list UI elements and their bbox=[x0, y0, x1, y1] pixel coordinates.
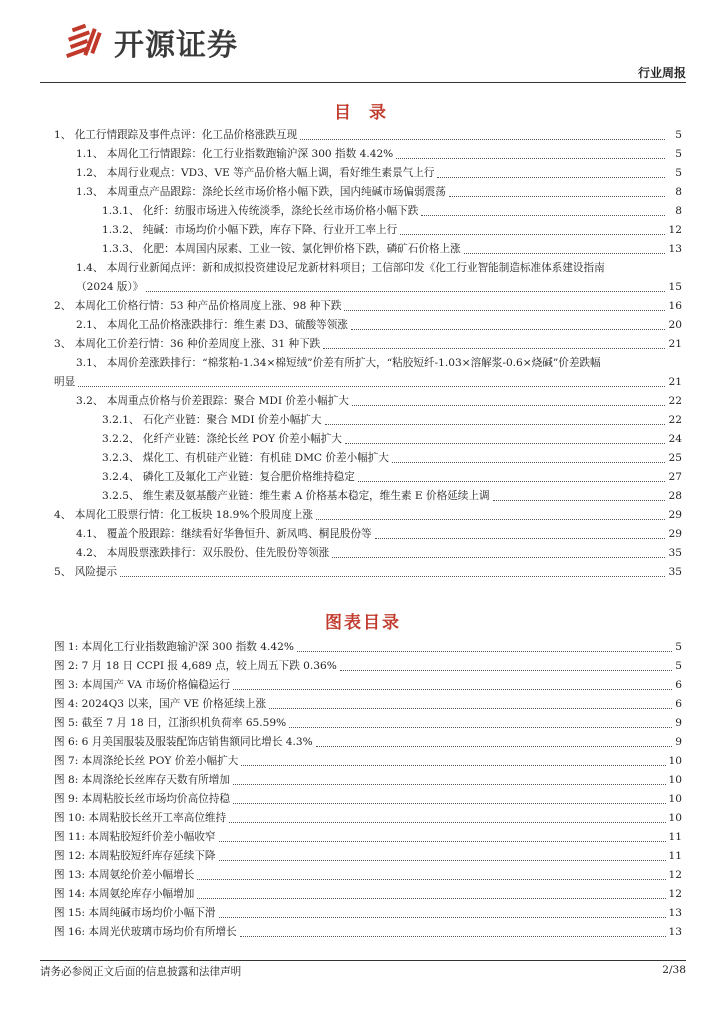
toc-entry-text: 4、 本周化工股票行情：化工板块 18.9%个股周度上涨 bbox=[54, 509, 314, 521]
toc-leader-dots bbox=[146, 291, 665, 292]
toc-entry-page: 5 bbox=[675, 129, 682, 141]
figure-entry[interactable] bbox=[54, 828, 682, 847]
toc-leader-dots bbox=[375, 538, 665, 539]
figure-leader-dots bbox=[269, 708, 672, 709]
figure-leader-dots bbox=[219, 917, 666, 918]
figure-entry[interactable] bbox=[54, 847, 682, 866]
toc-entry[interactable] bbox=[54, 544, 682, 563]
figure-leader-dots bbox=[233, 689, 672, 690]
figure-entry-page: 6 bbox=[675, 698, 682, 710]
figure-entry-page: 6 bbox=[675, 679, 682, 691]
toc-entry-text: 1.3.1、 化纤：纺服市场进入传统淡季，涤纶长丝市场价格小幅下跌 bbox=[102, 205, 419, 217]
toc-entry[interactable] bbox=[54, 506, 682, 525]
figure-entry-text: 图 15: 本周纯碱市场均价小幅下滑 bbox=[54, 907, 216, 919]
figure-leader-dots bbox=[241, 765, 665, 766]
toc-entry-page: 5 bbox=[675, 167, 682, 179]
toc-entry-page: 8 bbox=[675, 186, 682, 198]
toc-entry-text: 3.1、 本周价差涨跌排行：“棉浆粕-1.34×棉短绒”价差有所扩大，“粘胶短纤-1.03×溶解浆-0.6×烧碱”价差跌幅 bbox=[76, 357, 601, 369]
figure-entry-text: 图 7: 本周涤纶长丝 POY 价差小幅扩大 bbox=[54, 755, 239, 767]
toc-entry[interactable] bbox=[54, 392, 682, 411]
figure-entry-page: 10 bbox=[668, 793, 682, 805]
toc-entry-text: 1.3.2、 纯碱：市场均价小幅下跌，库存下降、行业开工率上行 bbox=[102, 224, 398, 236]
toc-entry-text: 3.2.2、 化纤产业链：涤纶长丝 POY 价差小幅扩大 bbox=[102, 433, 342, 445]
toc-leader-dots bbox=[351, 329, 665, 330]
toc-leader-dots bbox=[493, 500, 665, 501]
header-divider bbox=[40, 82, 686, 83]
toc-leader-dots bbox=[437, 177, 665, 178]
toc-entry[interactable] bbox=[54, 145, 682, 164]
toc-leader-dots bbox=[332, 557, 665, 558]
figure-leader-dots bbox=[340, 670, 672, 671]
toc-entry[interactable] bbox=[54, 430, 682, 449]
toc-entry[interactable] bbox=[54, 335, 682, 354]
toc-entry-text: 3.2.5、 维生素及氨基酸产业链：维生素 A 价格基本稳定，维生素 E 价格延续上调 bbox=[102, 490, 490, 502]
toc-entry-text: 1.1、 本周化工行情跟踪：化工行业指数跑输沪深 300 指数 4.42% bbox=[76, 148, 394, 160]
toc-leader-dots bbox=[464, 253, 665, 254]
toc-entry-page: 24 bbox=[668, 433, 682, 445]
toc-leader-dots bbox=[392, 462, 665, 463]
toc-entry[interactable] bbox=[54, 449, 682, 468]
figure-entry-page: 10 bbox=[668, 755, 682, 767]
toc-leader-dots bbox=[325, 424, 666, 425]
toc-entry-text: 3.2.3、 煤化工、有机硅产业链：有机硅 DMC 价差小幅扩大 bbox=[102, 452, 389, 464]
toc-entry-page: 27 bbox=[668, 471, 682, 483]
footer-disclaimer: 请务必参阅正文后面的信息披露和法律声明 bbox=[40, 966, 242, 978]
toc-entry[interactable] bbox=[54, 183, 682, 202]
toc-leader-dots bbox=[421, 215, 665, 216]
figure-leader-dots bbox=[219, 860, 666, 861]
toc-entry-page: 35 bbox=[668, 566, 682, 578]
toc-entry-page: 22 bbox=[668, 395, 682, 407]
figure-entry-page: 9 bbox=[675, 717, 682, 729]
figure-entry-page: 5 bbox=[675, 641, 682, 653]
toc-leader-dots bbox=[396, 158, 665, 159]
toc-entry[interactable] bbox=[54, 468, 682, 487]
figure-entry-page: 10 bbox=[668, 774, 682, 786]
figure-entry[interactable] bbox=[54, 904, 682, 923]
toc-entry-text: 4.2、 本周股票涨跌排行：双乐股份、佳先股份等领涨 bbox=[76, 547, 330, 559]
figure-entry-text: 图 14: 本周氨纶库存小幅增加 bbox=[54, 888, 195, 900]
figure-leader-dots bbox=[233, 803, 666, 804]
figure-leader-dots bbox=[240, 936, 666, 937]
toc-entry[interactable] bbox=[54, 297, 682, 316]
page-header bbox=[40, 14, 686, 80]
figure-entry-text: 图 10: 本周粘胶长丝开工率高位维持 bbox=[54, 812, 227, 824]
toc-entry[interactable] bbox=[54, 202, 682, 221]
toc-leader-dots bbox=[316, 519, 665, 520]
toc-leader-dots bbox=[300, 139, 665, 140]
toc-entry-text: 1、 化工行情跟踪及事件点评：化工品价格涨跌互现 bbox=[54, 129, 298, 141]
figure-entry[interactable] bbox=[54, 695, 682, 714]
figure-leader-dots bbox=[289, 727, 672, 728]
figure-entry-page: 10 bbox=[668, 812, 682, 824]
figure-toc-title: 图表目录 bbox=[325, 613, 401, 633]
toc-entry-page: 22 bbox=[668, 414, 682, 426]
figure-entry[interactable] bbox=[54, 657, 682, 676]
toc-leader-dots bbox=[345, 443, 665, 444]
figure-leader-dots bbox=[197, 898, 665, 899]
figure-entry-page: 11 bbox=[668, 850, 682, 862]
toc-entry-page: 8 bbox=[675, 205, 682, 217]
toc-entry[interactable] bbox=[54, 487, 682, 506]
figure-entry[interactable] bbox=[54, 866, 682, 885]
toc-entry-page: 25 bbox=[668, 452, 682, 464]
figure-entry[interactable] bbox=[54, 638, 682, 657]
toc-entry-text: 3.2、 本周重点价格与价差跟踪：聚合 MDI 价差小幅扩大 bbox=[76, 395, 349, 407]
figure-toc-list bbox=[54, 638, 682, 942]
figure-entry-text: 图 12: 本周粘胶短纤库存延续下降 bbox=[54, 850, 216, 862]
toc-entry[interactable] bbox=[54, 221, 682, 240]
figure-entry-page: 13 bbox=[668, 926, 682, 938]
toc-entry-text: 4.1、 覆盖个股跟踪：继续看好华鲁恒升、新凤鸣、桐昆股份等 bbox=[76, 528, 372, 540]
toc-entry-page: 12 bbox=[668, 224, 682, 236]
logo-mark-icon bbox=[64, 22, 106, 62]
toc-entry[interactable] bbox=[54, 164, 682, 183]
figure-entry[interactable] bbox=[54, 790, 682, 809]
toc-entry-text: 3.2.1、 石化产业链：聚合 MDI 价差小幅扩大 bbox=[102, 414, 322, 426]
figure-entry-text: 图 5: 截至 7 月 18 日，江浙织机负荷率 65.59% bbox=[54, 717, 287, 729]
toc-entry[interactable] bbox=[54, 259, 682, 278]
toc-entry-page: 15 bbox=[668, 281, 682, 293]
figure-entry[interactable] bbox=[54, 771, 682, 790]
toc-list bbox=[54, 126, 682, 582]
toc-entry[interactable] bbox=[54, 354, 682, 373]
toc-entry[interactable] bbox=[54, 563, 682, 582]
figure-entry-text: 图 9: 本周粘胶长丝市场均价高位持稳 bbox=[54, 793, 230, 805]
figure-entry-text: 图 3: 本周国产 VA 市场价格偏稳运行 bbox=[54, 679, 231, 691]
figure-entry-text: 图 16: 本周光伏玻璃市场均价有所增长 bbox=[54, 926, 237, 938]
figure-entry[interactable] bbox=[54, 809, 682, 828]
figure-entry-page: 12 bbox=[668, 869, 682, 881]
toc-entry-text: 1.4、 本周行业新闻点评：新和成拟投资建设尼龙新材料项目；工信部印发《化工行业智能制造标准体系建设指南 bbox=[76, 262, 605, 274]
figure-entry[interactable] bbox=[54, 923, 682, 942]
toc-leader-dots bbox=[120, 576, 665, 577]
toc-leader-dots bbox=[400, 234, 665, 235]
figure-leader-dots bbox=[219, 841, 666, 842]
figure-leader-dots bbox=[297, 651, 672, 652]
toc-entry-text: 1.3.3、 化肥：本周国内尿素、工业一铵、氯化钾价格下跌，磷矿石价格上涨 bbox=[102, 243, 461, 255]
toc-entry[interactable] bbox=[54, 278, 682, 297]
toc-entry-page: 5 bbox=[675, 148, 682, 160]
company-logo bbox=[64, 22, 304, 62]
figure-entry[interactable] bbox=[54, 676, 682, 695]
figure-entry-page: 13 bbox=[668, 907, 682, 919]
figure-entry-page: 12 bbox=[668, 888, 682, 900]
figure-leader-dots bbox=[316, 746, 673, 747]
toc-entry-page: 35 bbox=[668, 547, 682, 559]
toc-entry-page: 29 bbox=[668, 528, 682, 540]
figure-leader-dots bbox=[197, 879, 665, 880]
figure-entry-page: 5 bbox=[675, 660, 682, 672]
toc-leader-dots bbox=[449, 196, 665, 197]
toc-leader-dots bbox=[358, 481, 665, 482]
figure-leader-dots bbox=[233, 784, 666, 785]
toc-entry-text: 2、 本周化工价格行情：53 种产品价格周度上涨、98 种下跌 bbox=[54, 300, 342, 312]
toc-entry-page: 29 bbox=[668, 509, 682, 521]
toc-entry[interactable] bbox=[54, 373, 682, 392]
toc-entry-text: （2024 版）》 bbox=[76, 281, 144, 293]
toc-entry[interactable] bbox=[54, 525, 682, 544]
toc-leader-dots bbox=[352, 405, 665, 406]
figure-entry[interactable] bbox=[54, 752, 682, 771]
toc-entry-page: 13 bbox=[668, 243, 682, 255]
figure-entry-text: 图 8: 本周涤纶长丝库存天数有所增加 bbox=[54, 774, 230, 786]
figure-entry[interactable] bbox=[54, 885, 682, 904]
figure-entry-text: 图 2: 7 月 18 日 CCPI 报 4,689 点，较上周五下跌 0.36% bbox=[54, 660, 337, 672]
figure-entry-page: 11 bbox=[668, 831, 682, 843]
toc-leader-dots bbox=[78, 386, 665, 387]
toc-entry-text: 明显 bbox=[54, 376, 76, 388]
toc-entry-text: 3、 本周化工价差行情：36 种价差周度上涨、31 种下跌 bbox=[54, 338, 321, 350]
toc-leader-dots bbox=[344, 310, 665, 311]
page-number: 2/38 bbox=[662, 964, 686, 976]
toc-entry[interactable] bbox=[54, 240, 682, 259]
toc-entry-page: 28 bbox=[668, 490, 682, 502]
toc-entry[interactable] bbox=[54, 126, 682, 145]
footer-divider bbox=[40, 960, 686, 961]
figure-entry-text: 图 4: 2024Q3 以来，国产 VE 价格延续上涨 bbox=[54, 698, 267, 710]
toc-title: 目 录 bbox=[334, 103, 392, 123]
figure-entry[interactable] bbox=[54, 733, 682, 752]
toc-entry-page: 21 bbox=[668, 338, 682, 350]
figure-entry[interactable] bbox=[54, 714, 682, 733]
logo-text: 开源证券 bbox=[114, 28, 238, 63]
toc-entry-page: 16 bbox=[668, 300, 682, 312]
toc-entry-text: 1.2、 本周行业观点：VD3、VE 等产品价格大幅上调，看好维生素景气上行 bbox=[76, 167, 435, 179]
toc-entry-text: 2.1、 本周化工品价格涨跌排行：维生素 D3、硫酸等领涨 bbox=[76, 319, 348, 331]
figure-entry-page: 9 bbox=[675, 736, 682, 748]
toc-entry[interactable] bbox=[54, 411, 682, 430]
toc-entry-page: 21 bbox=[668, 376, 682, 388]
figure-entry-text: 图 1: 本周化工行业指数跑输沪深 300 指数 4.42% bbox=[54, 641, 294, 653]
toc-entry-text: 3.2.4、 磷化工及氟化工产业链：复合肥价格维持稳定 bbox=[102, 471, 355, 483]
figure-leader-dots bbox=[229, 822, 665, 823]
figure-entry-text: 图 11: 本周粘胶短纤价差小幅收窄 bbox=[54, 831, 216, 843]
toc-entry-text: 1.3、 本周重点产品跟踪：涤纶长丝市场价格小幅下跌，国内纯碱市场偏弱震荡 bbox=[76, 186, 446, 198]
figure-entry-text: 图 6: 6 月美国服装及服装配饰店销售额同比增长 4.3% bbox=[54, 736, 313, 748]
report-type-label: 行业周报 bbox=[637, 66, 686, 80]
toc-entry[interactable] bbox=[54, 316, 682, 335]
figure-entry-text: 图 13: 本周氨纶价差小幅增长 bbox=[54, 869, 195, 881]
toc-leader-dots bbox=[323, 348, 665, 349]
toc-entry-page: 20 bbox=[668, 319, 682, 331]
toc-entry-text: 5、 风险提示 bbox=[54, 566, 118, 578]
